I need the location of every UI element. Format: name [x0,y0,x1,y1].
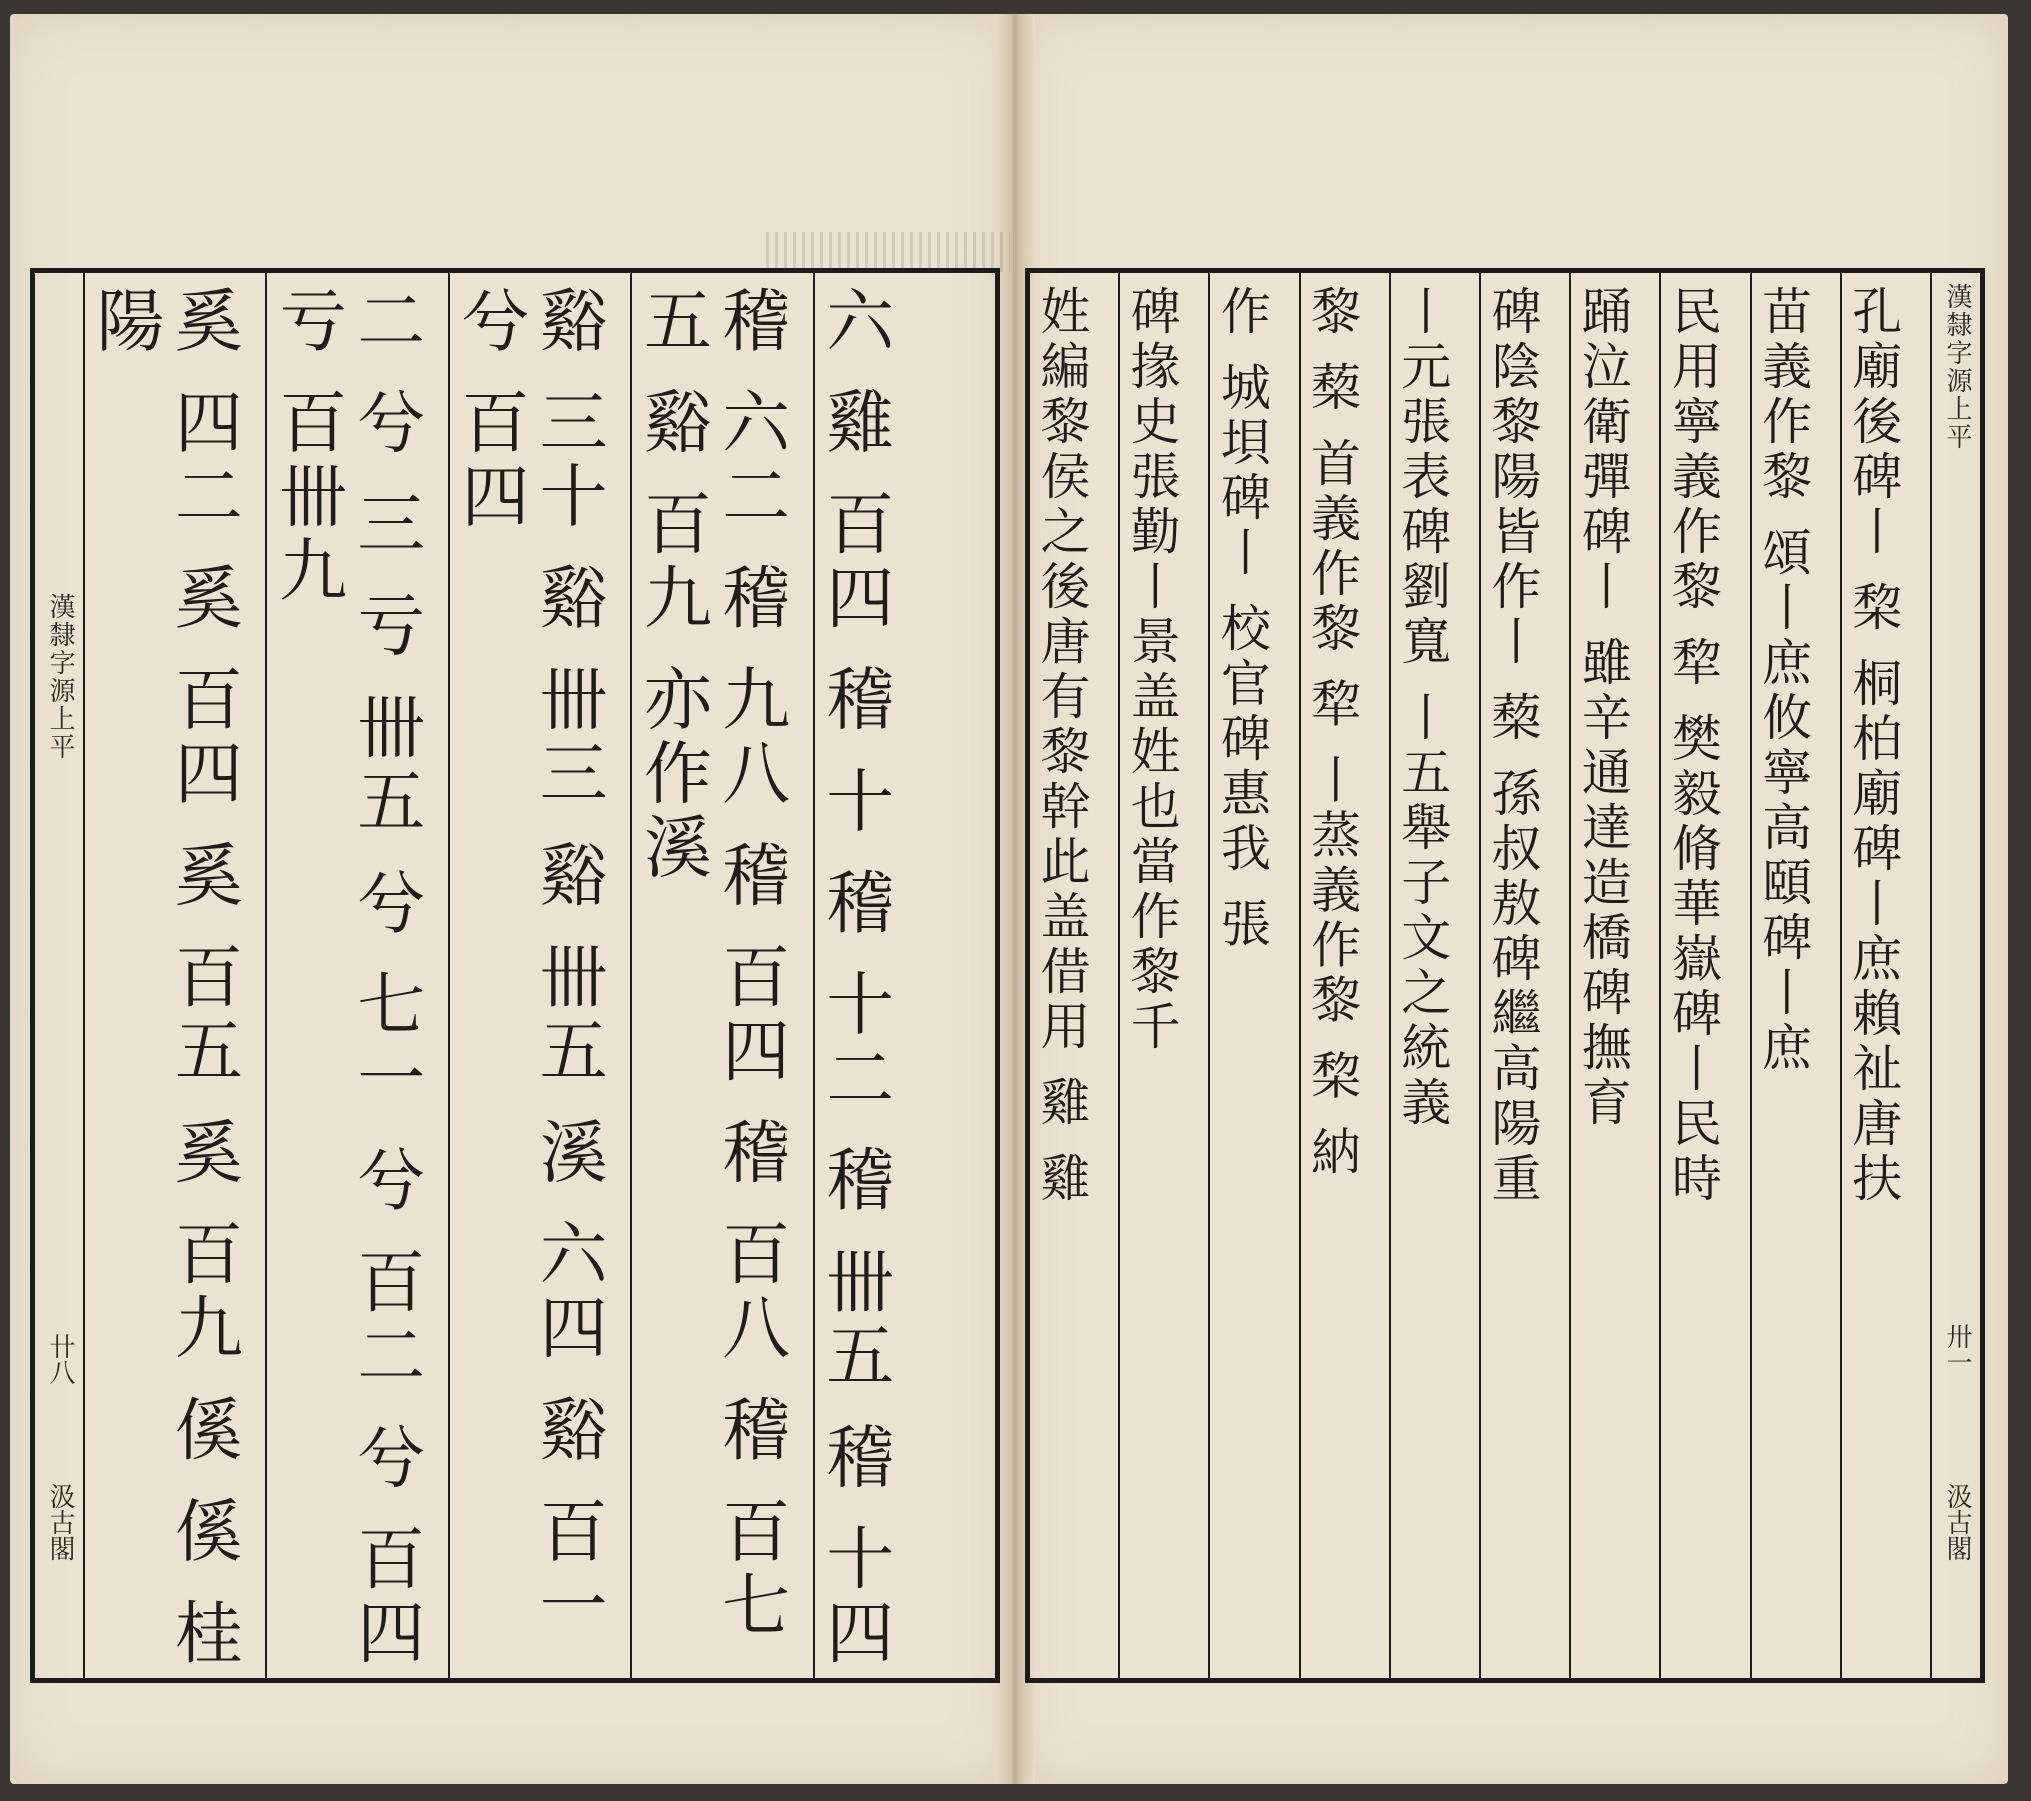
right-edge-page-number: 卅一 [1942,1323,1972,1375]
left-column-2 [630,273,812,1678]
right-column-10-text: 姓編黎侯之後唐有黎幹此盖借用 雞 雞 [1032,285,1091,1207]
left-page-frame [30,268,1000,1683]
right-column-4 [1569,273,1659,1678]
right-column-9 [1118,273,1208,1678]
left-columns [85,273,995,1678]
right-column-8 [1208,273,1298,1678]
right-columns [1030,273,1930,1678]
ink-smudge [760,232,1010,272]
right-column-7-text: 黎 蔾 首義作黎 犂 丨蒸義作黎 棃 納 [1303,285,1362,1181]
left-edge-title: 漢隸字源上平 [45,593,75,761]
left-column-3-text: 谿 三十 谿 卌三 谿 卌五 溪 六四 谿 百一 兮 百四 [449,285,608,1644]
right-column-6 [1389,273,1479,1678]
right-column-1-text: 孔廟後碑丨 棃 桐柏廟碑丨庶賴祉唐扶 [1844,285,1903,1207]
left-edge-publisher: 汲古閣 [45,1483,75,1561]
right-edge-strip [1930,273,1980,1678]
right-column-1 [1840,273,1930,1678]
right-column-6-text: 丨元張表碑劉寬 丨五舉子文之統義 [1393,285,1452,1131]
right-column-4-text: 踊泣衛彈碑丨 雖辛通達造橋碑撫育 [1573,285,1632,1131]
right-column-3-text: 民用寧義作黎 犂 樊毅脩華嶽碑丨民時 [1663,285,1722,1207]
right-column-5 [1479,273,1569,1678]
left-column-5-text: 奚 四二 奚 百四 奚 百五 奚 百九 傒 傒 桂陽 [85,285,243,1672]
left-column-2-text: 稽 六二 稽 九八 稽 百四 稽 百八 稽 百七五 谿 百九 亦作溪 [632,285,790,1644]
left-column-1 [813,273,995,1678]
right-edge-title: 漢隸字源上平 [1942,283,1972,451]
left-column-3 [448,273,630,1678]
right-column-2-text: 苗義作黎 頌丨庶攸寧高頤碑丨庶 [1754,285,1813,1076]
right-column-3 [1659,273,1749,1678]
left-column-5 [85,273,265,1678]
right-column-2 [1750,273,1840,1678]
right-column-7 [1299,273,1389,1678]
left-column-1-text: 六 雞 百四 稽 十 稽 十二 稽 卌五 稽 十四 [814,285,894,1672]
right-column-9-text: 碑掾史張勤丨景盖姓也當作黎千 [1122,285,1181,1055]
right-column-10 [1030,273,1118,1678]
left-column-4-text: 二 兮 三 亏 卌五 兮 七一 兮 百二 兮 百四 亏 百卌九 [267,285,425,1672]
left-edge-page-number: 卄八 [45,1333,75,1385]
left-column-4 [265,273,447,1678]
right-page-frame [1025,268,1985,1683]
left-edge-strip [35,273,85,1678]
right-edge-publisher: 汲古閣 [1942,1483,1972,1561]
right-column-5-text: 碑陰黎陽皆作丨 蔾 孫叔敖碑繼高陽重 [1483,285,1542,1207]
right-column-8-text: 作 城垻碑丨 校官碑惠我 張 [1212,285,1271,953]
